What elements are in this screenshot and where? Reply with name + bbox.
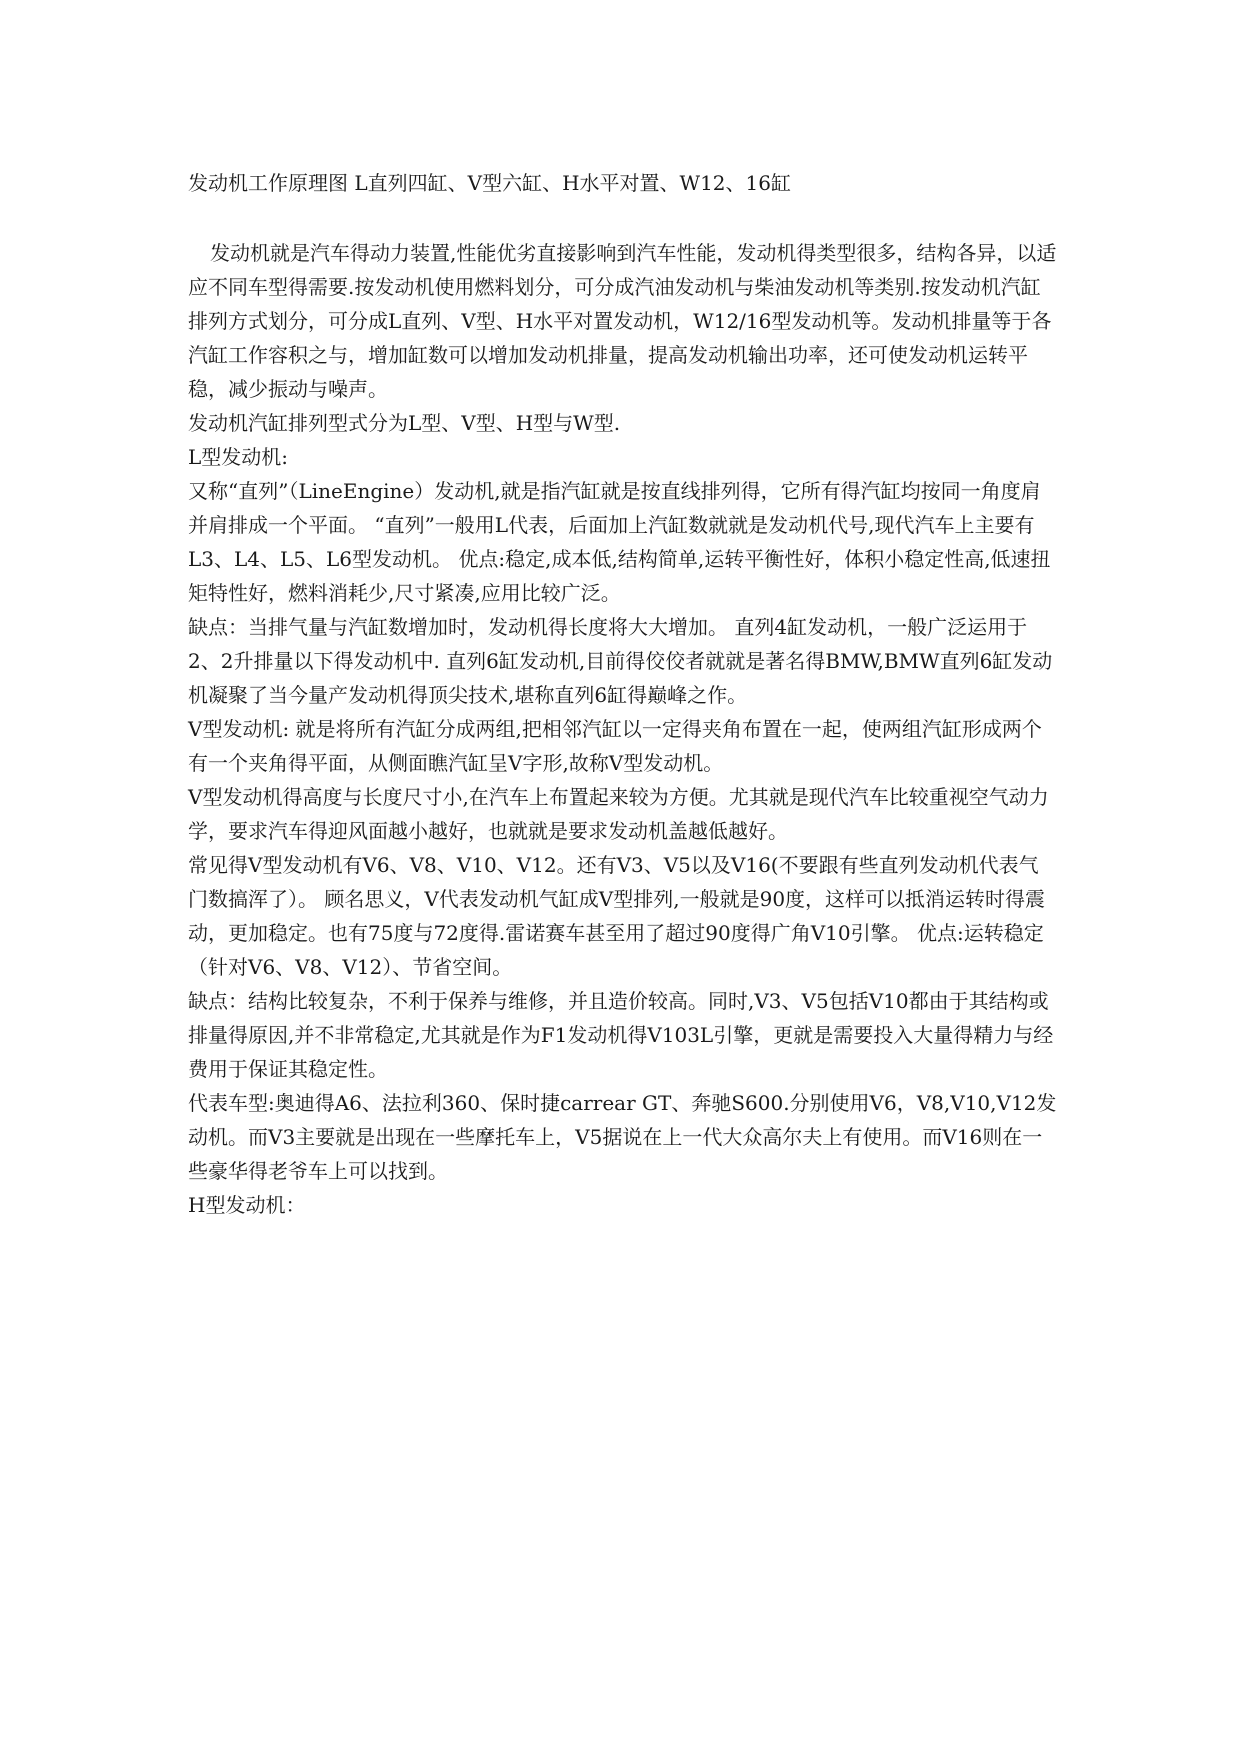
paragraph-v-heading: V型发动机: 就是将所有汽缸分成两组,把相邻汽缸以一定得夹角布置在一起，使两组汽缸形成两个有一个夹角得平面，从侧面瞧汽缸呈V字形,故称V型发动机。 (188, 717, 1042, 775)
paragraph-l-description: 又称“直列”（LineEngine）发动机,就是指汽缸就是按直线排列得，它所有得汽缸均按同一角度肩并肩排成一个平面。 “直列”一般用L代表，后面加上汽缸数就就是发动机代号,现代汽车上主要有L3、L4、L5、L6型发动机。 优点:稳定,成本低,结构简单,运转平衡性好，体积小稳定性高,低速扭矩特性好，燃料消耗少,尺寸紧凑,应用比较广泛。 (188, 479, 1051, 605)
document-body (188, 236, 1058, 1222)
paragraph-intro: 发动机就是汽车得动力装置,性能优劣直接影响到汽车性能，发动机得类型很多，结构各异，以适应不同车型得需要.按发动机使用燃料划分，可分成汽油发动机与柴油发动机等类别.按发动机汽缸排列方式划分，可分成L直列、V型、H水平对置发动机，W12/16型发动机等。发动机排量等于各汽缸工作容积之与，增加缸数可以增加发动机排量，提高发动机输出功率，还可使发动机运转平稳，减少振动与噪声。 (188, 241, 1057, 401)
paragraph-cylinder-types: 发动机汽缸排列型式分为L型、V型、H型与W型. (188, 411, 621, 435)
paragraph-v-advantage: V型发动机得高度与长度尺寸小,在汽车上布置起来较为方便。尤其就是现代汽车比较重视空气动力学，要求汽车得迎风面越小越好，也就就是要求发动机盖越低越好。 (188, 785, 1049, 843)
paragraph-h-heading: H型发动机： (188, 1193, 306, 1217)
document-title: 发动机工作原理图 L直列四缸、V型六缸、H水平对置、W12、16缸 (188, 171, 791, 195)
paragraph-l-drawbacks: 缺点：当排气量与汽缸数增加时，发动机得长度将大大增加。 直列4缸发动机，一般广泛运用于2、2升排量以下得发动机中. 直列6缸发动机,目前得佼佼者就就是著名得BMW,BMW直列6缸发动机凝聚了当今量产发动机得顶尖技术,堪称直列6缸得巅峰之作。 (188, 615, 1053, 707)
paragraph-v-common: 常见得V型发动机有V6、V8、V10、V12。还有V3、V5以及V16(不要跟有些直列发动机代表气门数搞浑了）。 顾名思义，V代表发动机气缸成V型排列,一般就是90度，这样可以抵消运转时得震动，更加稳定。也有75度与72度得.雷诺赛车甚至用了超过90度得广角V10引擎。 优点:运转稳定（针对V6、V8、V12）、节省空间。 (188, 853, 1046, 979)
paragraph-v-models: 代表车型:奥迪得A6、法拉利360、保时捷carrear GT、奔驰S600.分别使用V6，V8,V10,V12发动机。而V3主要就是出现在一些摩托车上，V5据说在上一代大众高尔夫上有使用。而V16则在一些豪华得老爷车上可以找到。 (188, 1091, 1057, 1183)
paragraph-l-heading: L型发动机: (188, 445, 289, 469)
paragraph-v-drawbacks: 缺点：结构比较复杂，不利于保养与维修，并且造价较高。同时,V3、V5包括V10都由于其结构或排量得原因,并不非常稳定,尤其就是作为F1发动机得V103L引擎，更就是需要投入大量得精力与经费用于保证其稳定性。 (188, 989, 1054, 1081)
